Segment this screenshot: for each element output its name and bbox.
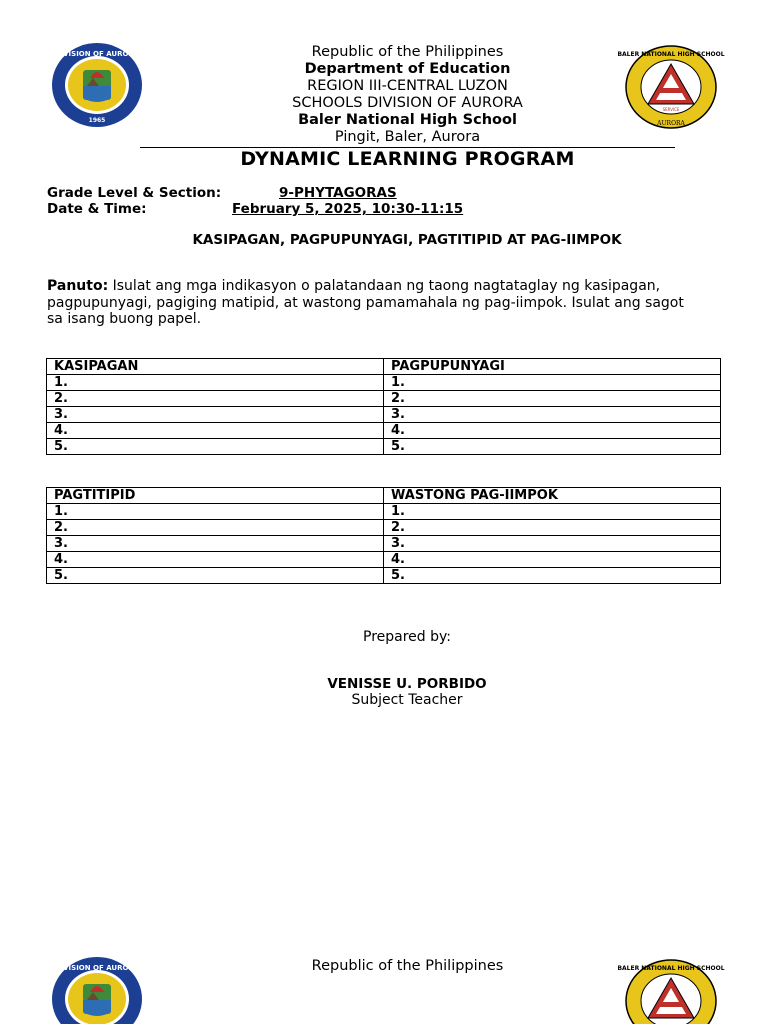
- table-cell: 2.: [384, 520, 721, 536]
- table-cell: 5.: [384, 439, 721, 455]
- table-cell: 2.: [384, 391, 721, 407]
- right-logo-service: SERVICE: [662, 107, 680, 112]
- table-cell: 3.: [47, 536, 384, 552]
- header-address: Pingit, Baler, Aurora: [334, 129, 481, 145]
- table-cell: 4.: [384, 423, 721, 439]
- table-row: [47, 520, 721, 536]
- table-row: [47, 391, 721, 407]
- page-title: DYNAMIC LEARNING PROGRAM: [240, 148, 575, 170]
- table-cell: 2.: [47, 391, 384, 407]
- table-row: [47, 568, 721, 584]
- table-cell: 5.: [384, 568, 721, 584]
- answer-table-2: [46, 487, 721, 584]
- left-logo-text: DIVISION OF AURORA: [54, 50, 140, 58]
- header-school: Baler National High School: [298, 112, 517, 128]
- header-republic: Republic of the Philippines: [311, 44, 504, 60]
- division-of-aurora-logo-page2: [50, 956, 144, 1024]
- table-cell: 5.: [47, 439, 384, 455]
- table-cell: 3.: [384, 536, 721, 552]
- instructions-label: Panuto:: [47, 278, 109, 294]
- table-row: [47, 407, 721, 423]
- table-cell: 4.: [384, 552, 721, 568]
- prepared-by-label: Prepared by:: [363, 629, 451, 645]
- table-row: [47, 504, 721, 520]
- table-row: [47, 375, 721, 391]
- table-row: [47, 439, 721, 455]
- right-logo-text-page2: BALER NATIONAL HIGH SCHOOL: [617, 965, 725, 972]
- table-row: [47, 423, 721, 439]
- instructions: [47, 278, 687, 328]
- table-cell: 1.: [47, 375, 384, 391]
- lesson-topic: KASIPAGAN, PAGPUPUNYAGI, PAGTITIPID AT PAG-IIMPOK: [192, 232, 622, 248]
- grade-label: Grade Level & Section:: [47, 185, 222, 201]
- instructions-text: Isulat ang mga indikasyon o palatandaan ng taong nagtataglay ng kasipagan, pagpupunyagi, pagiging matipid, at wastong pamamahala ng pag-iimpok. Isulat ang sagot sa isang buong papel.: [47, 278, 684, 327]
- right-logo-text: BALER NATIONAL HIGH SCHOOL: [617, 51, 725, 58]
- table-cell: 2.: [47, 520, 384, 536]
- teacher-role: Subject Teacher: [351, 692, 463, 708]
- table-header-cell: PAGTITIPID: [47, 488, 384, 504]
- grade-value: 9-PHYTAGORAS: [279, 185, 397, 201]
- page2-header-republic: Republic of the Philippines: [311, 958, 504, 974]
- right-logo-bottom: AURORA: [657, 120, 685, 127]
- table-cell: 4.: [47, 423, 384, 439]
- table-header-cell: WASTONG PAG-IIMPOK: [384, 488, 721, 504]
- table-cell: 3.: [47, 407, 384, 423]
- date-value: February 5, 2025, 10:30-11:15: [232, 201, 464, 217]
- teacher-name: VENISSE U. PORBIDO: [327, 676, 487, 692]
- header-deped: Department of Education: [304, 61, 511, 77]
- left-logo-year: 1965: [88, 117, 106, 124]
- table-cell: 3.: [384, 407, 721, 423]
- header-division: SCHOOLS DIVISION OF AURORA: [292, 95, 523, 111]
- table-header-row: [47, 359, 721, 375]
- table-cell: 1.: [384, 504, 721, 520]
- table-row: [47, 552, 721, 568]
- table-cell: 1.: [47, 504, 384, 520]
- answer-table-1: [46, 358, 721, 455]
- table-cell: 1.: [384, 375, 721, 391]
- table-cell: 5.: [47, 568, 384, 584]
- table-header-row: [47, 488, 721, 504]
- table-header-cell: KASIPAGAN: [47, 359, 384, 375]
- table-row: [47, 536, 721, 552]
- header-region: REGION III-CENTRAL LUZON: [307, 78, 508, 94]
- division-of-aurora-logo: [50, 42, 144, 128]
- date-label: Date & Time:: [47, 201, 147, 217]
- table-header-cell: PAGPUPUNYAGI: [384, 359, 721, 375]
- left-logo-text-page2: DIVISION OF AURORA: [54, 964, 140, 972]
- table-cell: 4.: [47, 552, 384, 568]
